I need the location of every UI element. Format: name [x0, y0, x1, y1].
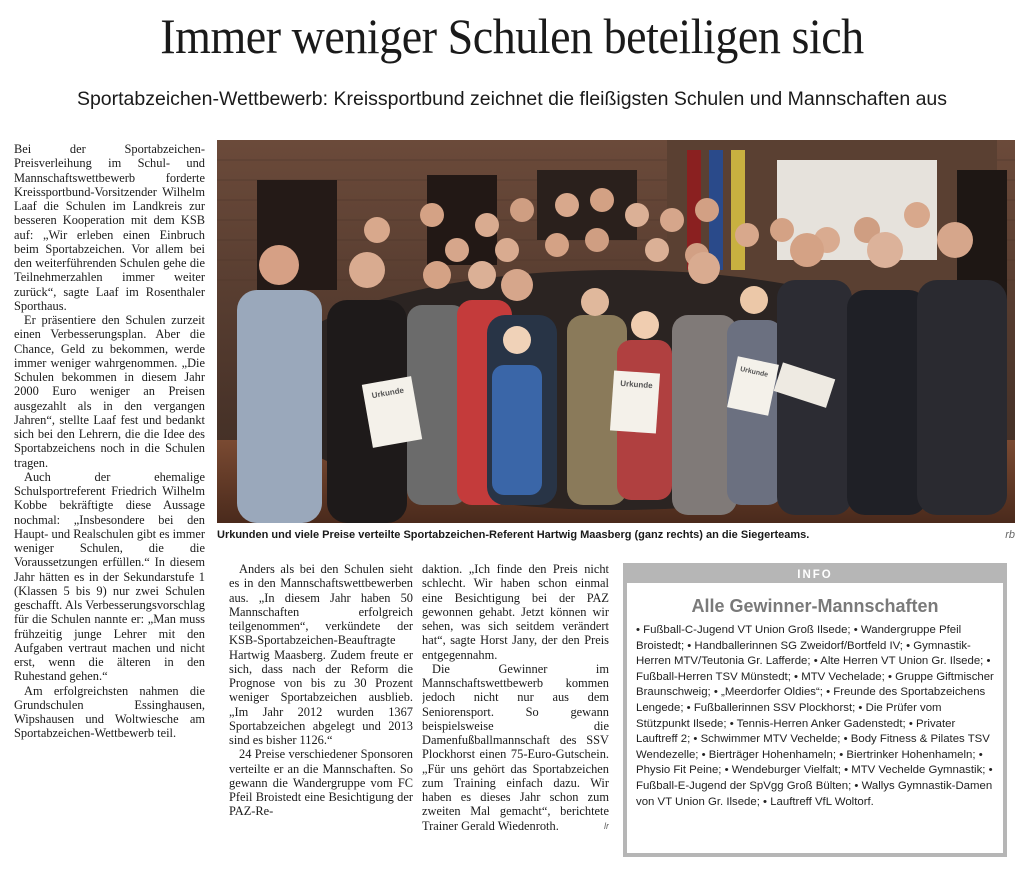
info-box [623, 563, 1007, 857]
paragraph: 24 Preise verschiedener Sponsoren verteilte er an die Mannschaften. So gewann die Wandergruppe vom FC Pfeil Broistedt eine Besichtigung der PAZ-Re- [229, 747, 413, 819]
paragraph [422, 662, 609, 833]
svg-text:Urkunde: Urkunde [619, 378, 653, 391]
paragraph: daktion. „Ich finde den Preis nicht schlecht. Wir haben schon einmal eine Besichtigung bei der PAZ gewonnen gehabt. Jetzt können wir sehen, was sich seitdem verändert hat“, sagte Horst Jany, der den Preis entgegennahm. [422, 562, 609, 662]
photo-caption: Urkunden und viele Preise verteilte Sportabzeichen-Referent Hartwig Maasberg (ganz rechts) an die Siegerteams. rb [217, 529, 1015, 541]
paragraph: Am erfolgreichsten nahmen die Grundschulen Essinghausen, Wipshausen und Woltwiesche am Sportabzeichen-Wettbewerb teil. [14, 683, 205, 741]
article-column-2 [229, 562, 413, 862]
article-column-1 [14, 142, 205, 862]
winner-list: • Fußball-C-Jugend VT Union Groß Ilsede; • Wandergruppe Pfeil Broistedt; • Handballerinnen SG Zweidorf/Bortfeld IV; • Gymnastik-Herren MTV/Teutonia Gr. Lafferde; • Alte Herren VT Union Gr. Ilsede; • Fußball-Herren TSV Münstedt; • MTV Vechelade; • Gruppe Giftmischer Braunschweig; • „Meerdorfer Oldies“; • Freunde des Sportabzeichens Lengede; • Fußballerinnen SSV Plockhorst; • Die Prüfer vom Stützpunkt Ilsede; • Tennis-Herren Anker Gadenstedt; • Privater Lauftreff 2; • Schwimmer MTV Vechelde; • Body Fitness & Pilates TSV Wendezelle; • Bierträger Hohenhameln; • Biertrinker Hohenhameln; • Physio Fit Peine; • Wendeburger Vielfalt; • MTV Vechelde Gymnastik; • Fußball-E-Jugend der SpVgg Groß Bülten; • Wallys Gymnastik-Damen von VT Union Gr. Ilsede; • Lauftreff VfL Woltorf. [636, 624, 994, 808]
group-photo-illustration [217, 140, 1015, 523]
article-column-3 [422, 562, 609, 862]
info-label: INFO [627, 567, 1003, 583]
info-title: Alle Gewinner-Mannschaften [691, 596, 939, 616]
paragraph: Anders als bei den Schulen sieht es in den Mannschaftswettbewerben aus. „In diesem Jahr haben 50 Mannschaften erfolgreich teilgenommen“, verkündete der KSB-Sportabzeichen-Beauftragte Hartwig Maasberg. Zudem freute er sich, dass nach der Reform die Prognose von bis zu 30 Prozent weniger Sportabzeichen ausblieb. „Im Jahr 2012 wurden 1367 Sportabzeichen abgelegt und 2013 sind es bisher 1126.“ [229, 562, 413, 747]
subheadline: Sportabzeichen-Wettbewerb: Kreissportbund zeichnet die fleißigsten Schulen und Mannschaften aus [76, 88, 948, 110]
svg-text:Urkunde: Urkunde [739, 366, 769, 379]
paragraph: Bei der Sportabzeichen-Preisverleihung im Schul- und Mannschaftswettbewerb forderte Kreissportbund-Vorsitzender Wilhelm Laaf die Schulen im Landkreis zur besseren Kooperation mit dem KSB auf: „Wir erleben einen Einbruch beim Sportabzeichen. Vor allem bei den weiterführenden Schulen gehe die Teilnehmerzahlen immer weiter zurück“, sagte Laaf im Rosenthaler Sporthaus. [14, 142, 205, 313]
paragraph: Er präsentiere den Schulen zurzeit einen Verbesserungsplan. Aber die Chance, Geld zu bekommen, werde immer weniger wahrgenommen. „Die Schulen bekommen in diesem Jahr 2000 Euro weniger an Preisen ausgezahlt als in den vergangen Jahren“, stellte Laaf fest und bedankt sich bei den Lehrern, die die Idee des Sportabzeichens noch in die Schulen tragen. [14, 313, 205, 470]
paragraph-text: Die Gewinner im Mannschaftswettbewerb kommen jedoch nicht nur aus dem Seniorensport. So gewann beispielsweise die Damenfußballmannschaft des SSV Plockhorst einen 75-Euro-Gutschein. „Für uns gehört das Sportabzeichen zum Training einfach dazu. Wir haben es dieses Jahr schon zum zweiten Mal gemacht“, berichtete Trainer Gerald Wiedenroth. [422, 661, 609, 833]
photo-credit: rb [1005, 529, 1015, 541]
paragraph: Auch der ehemalige Schulsportreferent Friedrich Wilhelm Kobbe bekräftigte diese Aussage nochmal: „Insbesondere bei den Haupt- und Realschulen gibt es immer weniger Schulen, die die Voraussetzungen erfüllen.“ In diesem Jahr hätten es in der Sekundarstufe 1 (Klassen 5 bis 9) nur zwei Schulen geschafft. Als Verbesserungsvorschlag für die Schulen nannte er: „Man muss frühzeitig junge Lehrer mit den Aufgaben vertraut machen und nicht erst, wenn die älteren in den Ruhestand gehen.“ [14, 469, 205, 684]
certificate [610, 370, 660, 433]
article-photo [217, 140, 1015, 523]
author-signature: lr [604, 820, 609, 831]
headline: Immer weniger Schulen beteiligen sich [160, 8, 864, 64]
svg-text:Urkunde: Urkunde [371, 385, 405, 401]
